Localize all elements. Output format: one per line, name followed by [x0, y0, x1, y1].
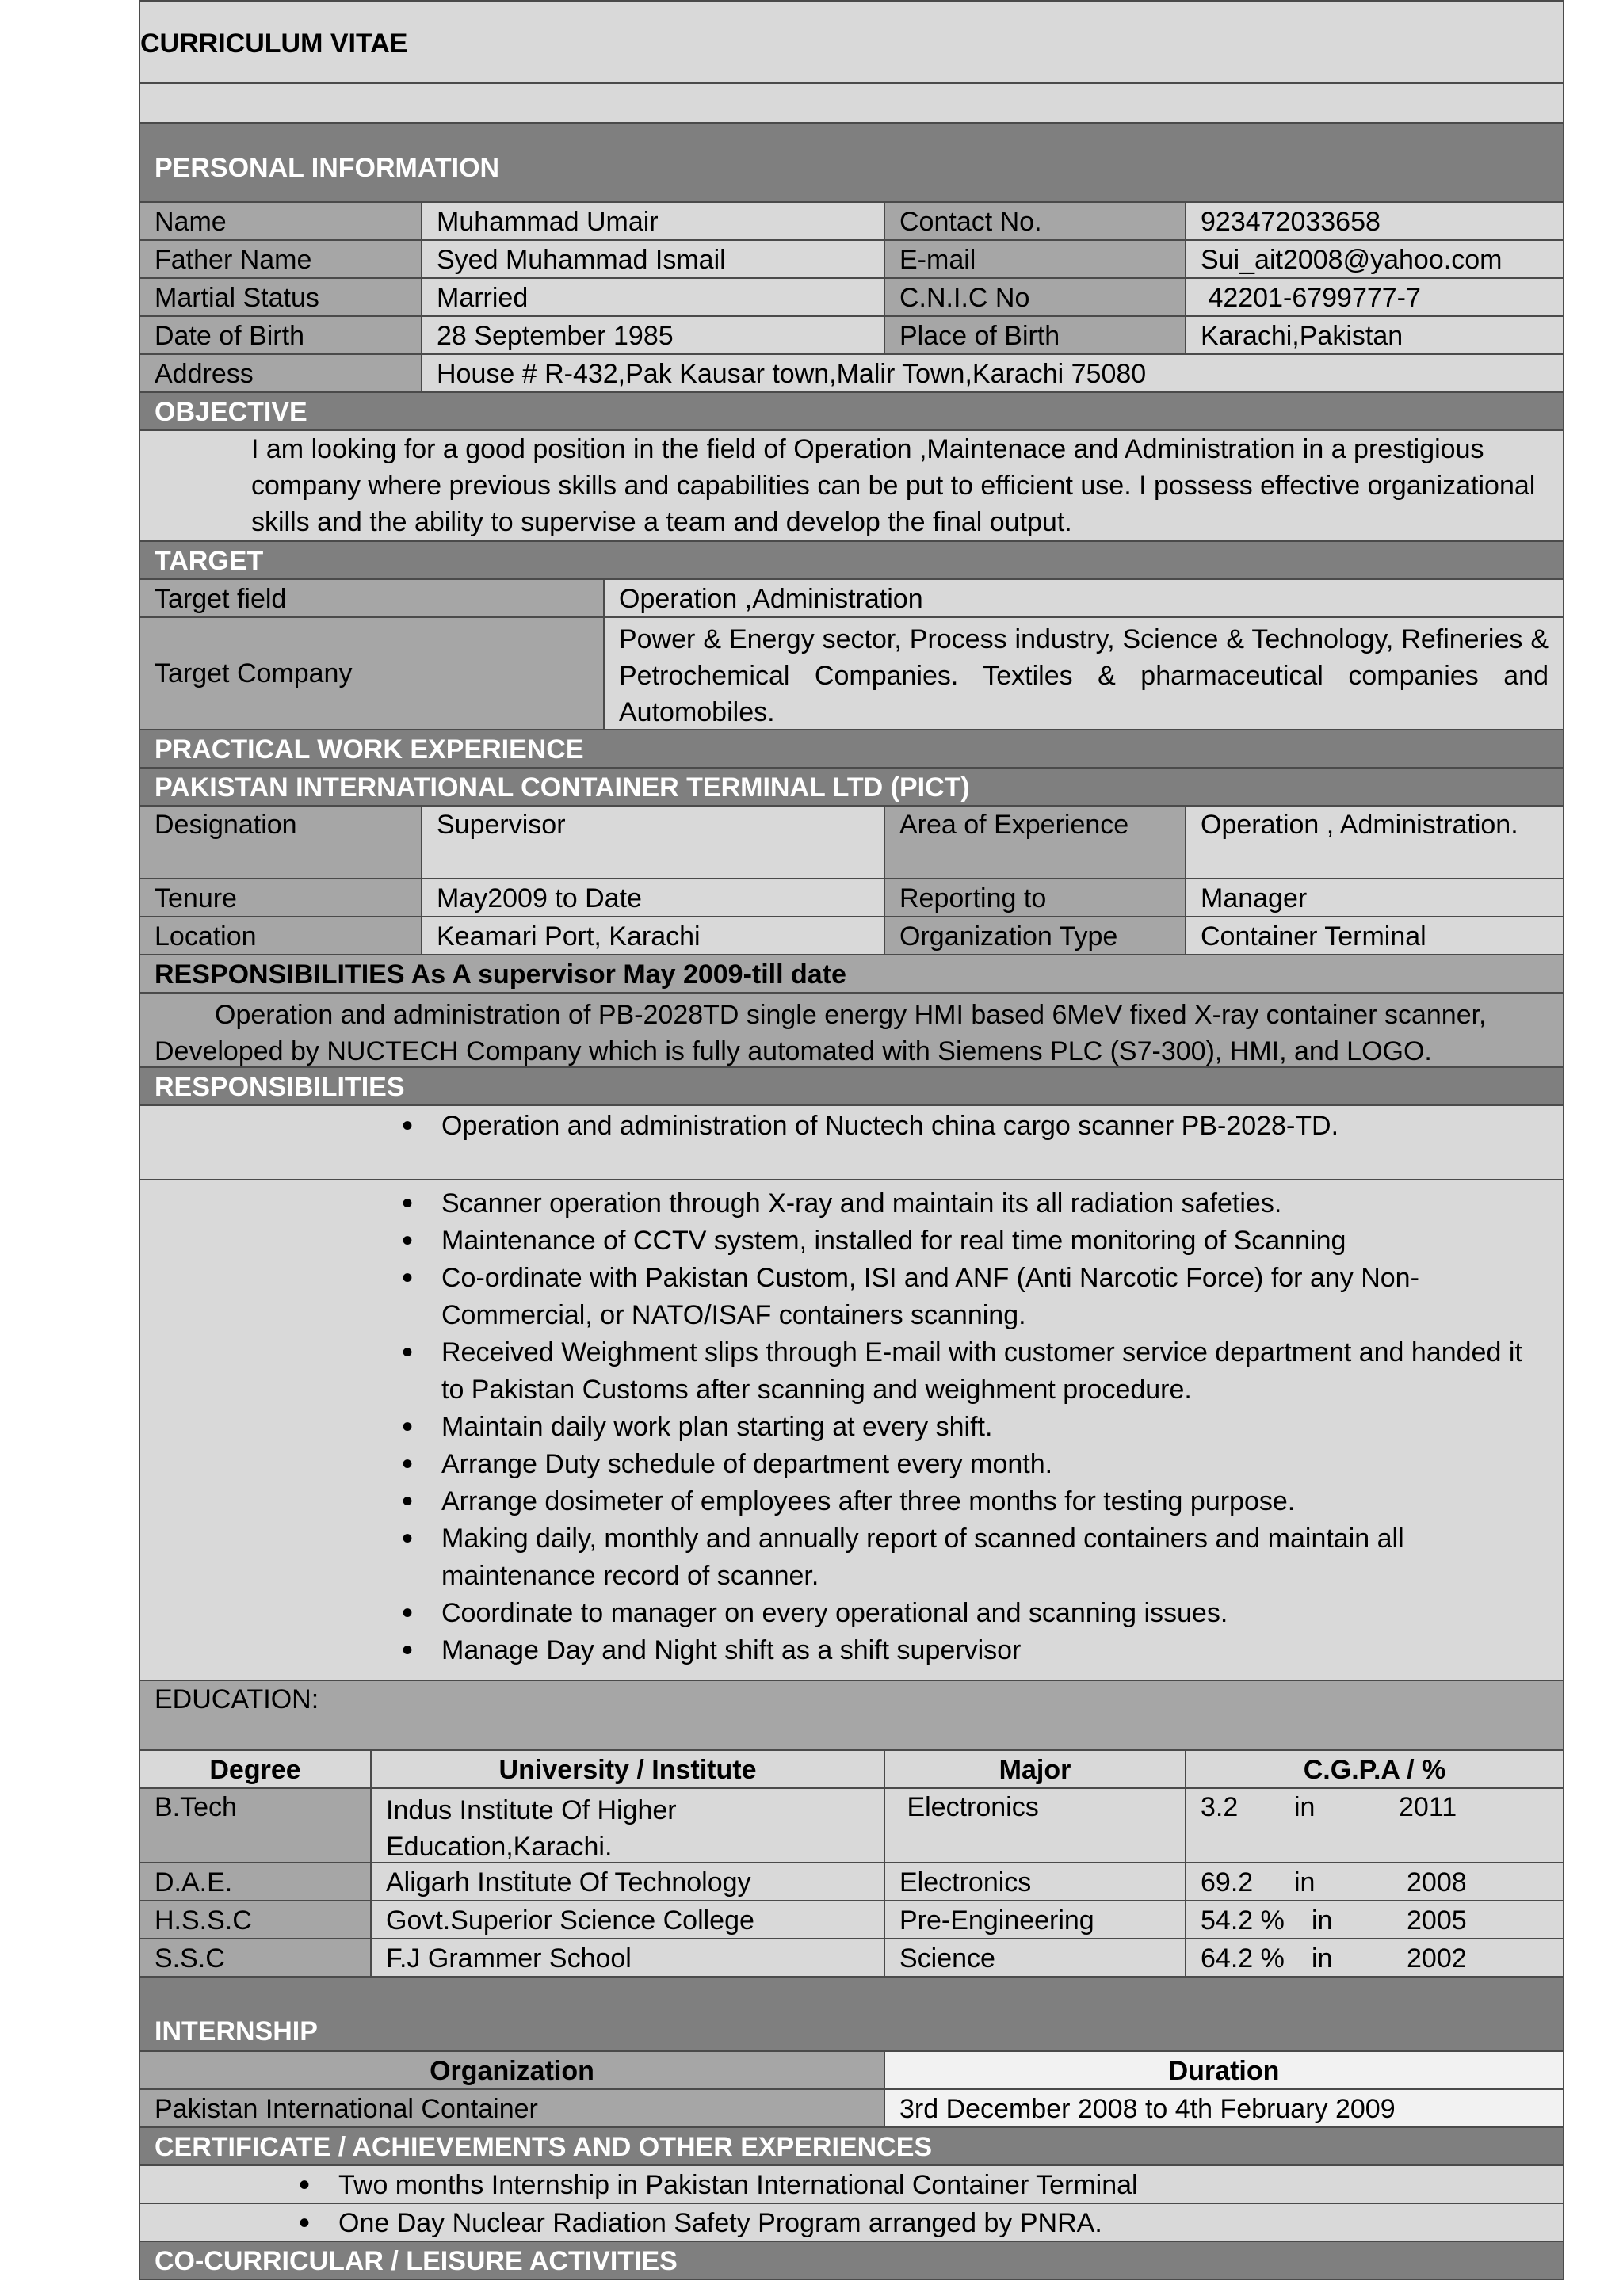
personal-label: Name: [140, 203, 422, 239]
internship-header: Organization: [140, 2052, 885, 2088]
reporting-value: Manager: [1186, 879, 1563, 916]
personal-label: Martial Status: [140, 279, 422, 315]
designation-value: Supervisor: [422, 807, 885, 878]
education-header: University / Institute: [372, 1751, 885, 1787]
education-header: C.G.P.A / %: [1186, 1751, 1563, 1787]
personal-value: 923472033658: [1186, 203, 1563, 239]
section-internship-heading: [139, 1978, 1564, 2052]
list-item: • Making daily, monthly and annually report of scanned containers and maintain all maintenance record of scanner.: [378, 1520, 1531, 1595]
institute: F.J Grammer School: [372, 1939, 885, 1976]
company-heading: [139, 769, 1564, 807]
institute: Indus Institute Of Higher Education,Karachi.: [372, 1789, 885, 1862]
internship-row: [139, 2090, 1564, 2128]
year: 2002: [1407, 1943, 1467, 1974]
list-item: • Co-ordinate with Pakistan Custom, ISI and ANF (Anti Narcotic Force) for any Non-Commercial, or NATO/ISAF containers scanning.: [378, 1260, 1531, 1334]
responsibilities-summary: [139, 994, 1564, 1068]
major: Pre-Engineering: [885, 1901, 1186, 1938]
target-company-row: [139, 618, 1564, 730]
degree: H.S.S.C: [140, 1901, 372, 1938]
personal-row: [139, 279, 1564, 317]
personal-label: Contact No.: [885, 203, 1186, 239]
education-row: [139, 1901, 1564, 1939]
objective-body: [139, 431, 1564, 542]
list-item: • Maintenance of CCTV system, installed for real time monitoring of Scanning: [378, 1222, 1531, 1260]
responsibility-list: [139, 1180, 1564, 1681]
education-header: Major: [885, 1751, 1186, 1787]
certificate-row: [139, 2204, 1564, 2242]
address-label: Address: [140, 355, 422, 391]
tenure-label: Tenure: [140, 879, 422, 916]
personal-label: E-mail: [885, 241, 1186, 277]
personal-label: Place of Birth: [885, 317, 1186, 353]
responsibilities-summary-text: Operation and administration of PB-2028TD single energy HMI based 6MeV fixed X-ray container scanner, Developed by NUCTECH Company which is fully automated with Siemens PLC (S7-300), HMI, and LOGO.: [155, 1000, 1487, 1066]
education-row: [139, 1863, 1564, 1901]
major: Science: [885, 1939, 1186, 1976]
orgtype-label: Organization Type: [885, 917, 1186, 954]
section-experience-heading: [139, 730, 1564, 769]
list-item: • Scanner operation through X-ray and maintain its all radiation safeties.: [378, 1185, 1531, 1222]
area-label: Area of Experience: [885, 807, 1186, 878]
list-item: • Received Weighment slips through E-mail with customer service department and handed it to Pakistan Customs after scanning and weighment procedure.: [378, 1334, 1531, 1409]
score: 54.2 %: [1201, 1905, 1285, 1936]
list-item: • Maintain daily work plan starting at every shift.: [378, 1409, 1531, 1446]
section-heading: CO-CURRICULAR / LEISURE ACTIVITIES: [155, 2246, 678, 2276]
responsibilities-list: [378, 1185, 1531, 1669]
score-in: in: [1294, 1867, 1316, 1897]
email-value[interactable]: Sui_ait2008@yahoo.com: [1186, 241, 1563, 277]
score: 3.2: [1201, 1792, 1239, 1822]
score-in: in: [1312, 1905, 1333, 1936]
education-header-row: [139, 1751, 1564, 1789]
section-responsibilities-heading: [139, 1068, 1564, 1106]
education-row: [139, 1939, 1564, 1978]
orgtype-value: Container Terminal: [1186, 917, 1563, 954]
personal-row: [139, 317, 1564, 355]
section-heading: RESPONSIBILITIES: [155, 1072, 405, 1102]
section-objective-heading: [139, 393, 1564, 431]
personal-row: [139, 241, 1564, 279]
education-row: [139, 1789, 1564, 1863]
area-value: Operation , Administration.: [1186, 807, 1563, 878]
personal-value: Syed Muhammad Ismail: [422, 241, 885, 277]
list-item: • Arrange dosimeter of employees after three months for testing purpose.: [378, 1483, 1531, 1520]
section-heading: PERSONAL INFORMATION: [155, 153, 500, 183]
reporting-label: Reporting to: [885, 879, 1186, 916]
section-heading: OBJECTIVE: [155, 397, 307, 427]
target-company-value: Power & Energy sector, Process industry, Science & Technology, Refineries & Petrochemical Companies. Textiles & pharmaceutical companies and Automobiles.: [605, 618, 1563, 729]
section-heading: INTERNSHIP: [155, 2016, 318, 2046]
section-heading: CERTIFICATE / ACHIEVEMENTS AND OTHER EXPERIENCES: [155, 2132, 933, 2162]
certificate-row: [139, 2166, 1564, 2204]
objective-text: I am looking for a good position in the field of Operation ,Maintenace and Administration in a prestigious company where previous skills and capabilities can be put to efficient use. I possess effective organizational skills and the ability to supervise a team and develop the final output.: [251, 434, 1536, 537]
responsibility-first: [139, 1106, 1564, 1180]
section-certificates-heading: [139, 2128, 1564, 2166]
address-row: [139, 355, 1564, 393]
section-education-heading: [139, 1681, 1564, 1751]
personal-row: [139, 203, 1564, 241]
institute: Govt.Superior Science College: [372, 1901, 885, 1938]
degree: B.Tech: [140, 1789, 372, 1862]
address-value: House # R-432,Pak Kausar town,Malir Town,Karachi 75080: [422, 355, 1563, 391]
list-item: • Coordinate to manager on every operational and scanning issues.: [378, 1595, 1531, 1632]
section-personal-heading: [139, 124, 1564, 203]
target-company-label: Target Company: [140, 618, 605, 729]
personal-value: Muhammad Umair: [422, 203, 885, 239]
subsection-heading: RESPONSIBILITIES As A supervisor May 2009-till date: [155, 959, 846, 990]
personal-value: Married: [422, 279, 885, 315]
internship-org: Pakistan International Container: [140, 2090, 885, 2126]
section-target-heading: [139, 542, 1564, 580]
tenure-value: May2009 to Date: [422, 879, 885, 916]
section-heading: EDUCATION:: [155, 1684, 319, 1714]
company-name: PAKISTAN INTERNATIONAL CONTAINER TERMINAL LTD (PICT): [155, 772, 970, 803]
list-item: • One Day Nuclear Radiation Safety Program arranged by PNRA.: [275, 2207, 1549, 2239]
responsibilities-supervisor-heading: [139, 955, 1564, 994]
internship-header: Duration: [885, 2052, 1563, 2088]
personal-label: C.N.I.C No: [885, 279, 1186, 315]
institute: Aligarh Institute Of Technology: [372, 1863, 885, 1900]
internship-duration: 3rd December 2008 to 4th February 2009: [885, 2090, 1563, 2126]
target-field-label: Target field: [140, 580, 605, 616]
list-item: • Arrange Duty schedule of department every month.: [378, 1446, 1531, 1483]
degree: D.A.E.: [140, 1863, 372, 1900]
target-field-value: Operation ,Administration: [605, 580, 1563, 616]
major: Electronics: [885, 1863, 1186, 1900]
experience-row: [139, 917, 1564, 955]
degree: S.S.C: [140, 1939, 372, 1976]
year: 2011: [1399, 1792, 1457, 1822]
list-item: • Manage Day and Night shift as a shift supervisor: [378, 1632, 1531, 1669]
location-value: Keamari Port, Karachi: [422, 917, 885, 954]
internship-header-row: [139, 2052, 1564, 2090]
cv-document: [139, 0, 1564, 2280]
list-item: • Operation and administration of Nuctech china cargo scanner PB-2028-TD.: [378, 1108, 1549, 1145]
score-in: in: [1294, 1792, 1316, 1822]
personal-value: Karachi,Pakistan: [1186, 317, 1563, 353]
target-field-row: [139, 580, 1564, 618]
list-item: • Two months Internship in Pakistan International Container Terminal: [275, 2169, 1549, 2201]
major: Electronics: [885, 1789, 1186, 1862]
score: 64.2 %: [1201, 1943, 1285, 1974]
year: 2008: [1407, 1867, 1467, 1897]
personal-label: Father Name: [140, 241, 422, 277]
personal-value: 42201-6799777-7: [1186, 279, 1563, 315]
score: 69.2: [1201, 1867, 1254, 1897]
personal-value: 28 September 1985: [422, 317, 885, 353]
location-label: Location: [140, 917, 422, 954]
experience-row: [139, 807, 1564, 879]
section-heading: TARGET: [155, 546, 264, 576]
designation-label: Designation: [140, 807, 422, 878]
section-heading: PRACTICAL WORK EXPERIENCE: [155, 734, 584, 765]
section-cocurricular-heading: [139, 2242, 1564, 2280]
personal-label: Date of Birth: [140, 317, 422, 353]
experience-row: [139, 879, 1564, 917]
year: 2005: [1407, 1905, 1467, 1936]
spacer-row: [139, 84, 1564, 124]
score-in: in: [1312, 1943, 1333, 1974]
education-header: Degree: [140, 1751, 372, 1787]
page-title: CURRICULUM VITAE: [139, 0, 1564, 84]
